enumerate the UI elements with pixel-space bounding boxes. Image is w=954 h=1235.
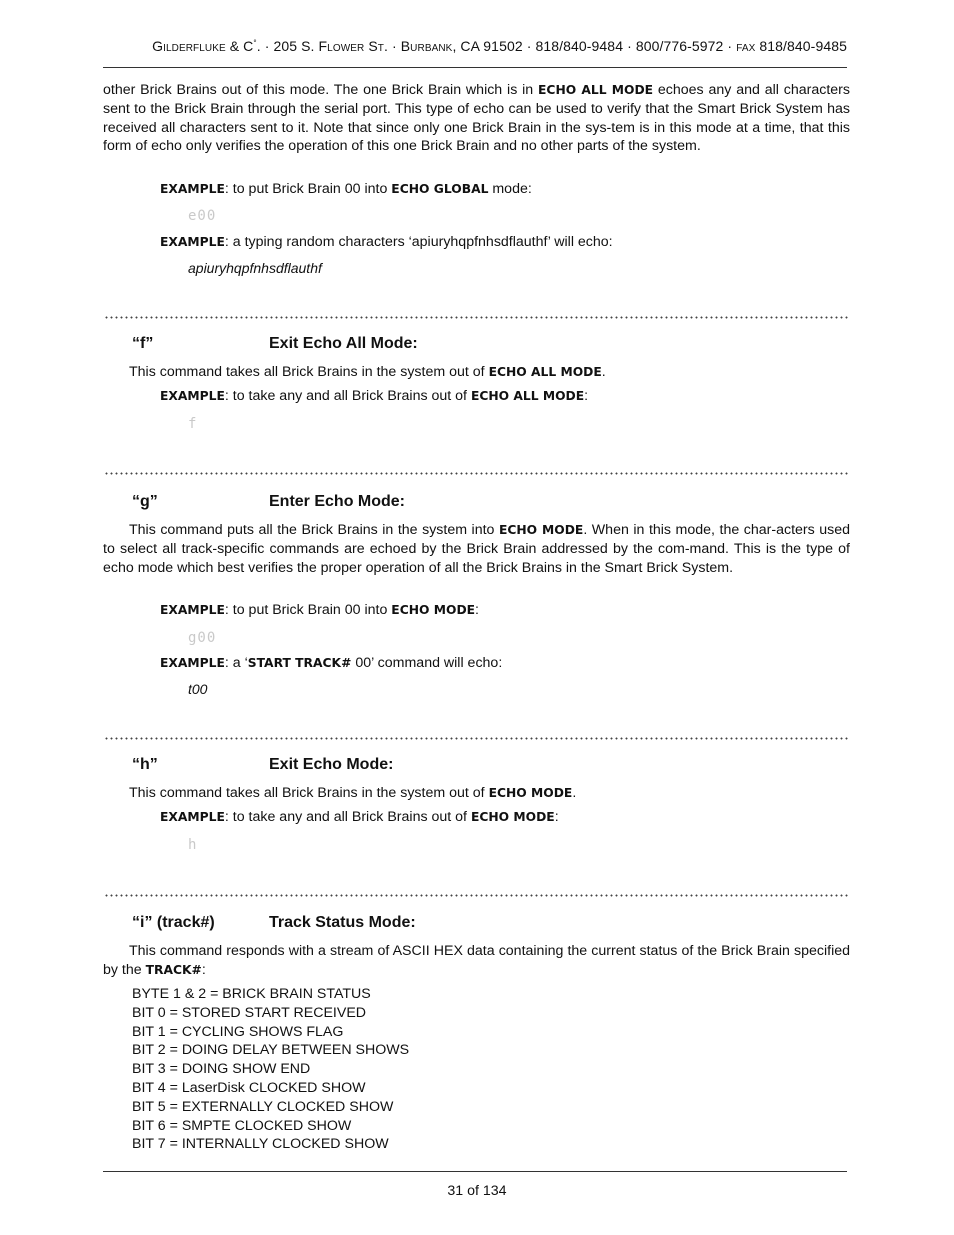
list-item: BIT 3 = DOING SHOW END	[132, 1061, 311, 1078]
list-item: BIT 1 = CYCLING SHOWS FLAG	[132, 1023, 344, 1040]
example-text: : a ‘	[224, 655, 248, 671]
header-fax-number: 818/840-9485	[755, 38, 847, 54]
description-text: This command takes all Brick Brains in the system out of	[129, 364, 489, 380]
command-example-h	[160, 809, 559, 825]
description-mode-term: ECHO MODE	[498, 523, 584, 537]
page-footer	[0, 1183, 954, 1199]
command-description-i	[103, 942, 850, 980]
header-st-rest: T	[377, 43, 384, 54]
example-mode-term: ECHO MODE	[391, 603, 476, 617]
example-label: EXAMPLE	[160, 656, 225, 670]
header-address-number: . · 205 S.	[256, 38, 319, 54]
example-text-end: :	[584, 388, 589, 404]
description-mode-term: ECHO MODE	[488, 786, 573, 800]
description-end: .	[572, 785, 577, 801]
intro-text: other Brick Brains out of this mode. The one Brick Brain which is in	[103, 82, 539, 98]
command-description-g	[103, 521, 850, 577]
section-divider-dots	[104, 894, 848, 897]
list-item: BIT 2 = DOING DELAY BETWEEN SHOWS	[132, 1042, 410, 1059]
example-text-end: :	[475, 602, 479, 618]
command-example-g-1	[160, 602, 479, 618]
header-st-initial: S	[364, 38, 378, 54]
list-item: BIT 0 = STORED START RECEIVED	[132, 1004, 367, 1021]
section-divider-dots	[104, 472, 848, 475]
example-command-term: START TRACK#	[247, 656, 352, 670]
command-key-f: “f”	[132, 335, 154, 352]
example-code: f	[188, 416, 198, 432]
command-title-i: Track Status Mode:	[269, 914, 416, 931]
page-number: 31 of 134	[447, 1183, 507, 1199]
description-text: This command puts all the Brick Brains in the system into	[129, 522, 499, 538]
header-phone-numbers: , CA 91502 · 818/840-9484 · 800/776-5972 ·	[452, 38, 737, 54]
example-mode-term: ECHO ALL MODE	[470, 389, 585, 403]
example-label: EXAMPLE	[160, 182, 225, 196]
command-key-i: “i” (track#)	[132, 914, 215, 931]
list-item: BIT 6 = SMPTE CLOCKED SHOW	[132, 1117, 352, 1134]
example-text-end: 00’ command will echo:	[351, 655, 503, 671]
intro-example-1	[160, 181, 532, 197]
header-city-name: URBANK	[410, 43, 453, 54]
example-text: : to put Brick Brain 00 into	[224, 181, 392, 197]
header-degree-mark: °	[253, 38, 257, 48]
example-label: EXAMPLE	[160, 389, 225, 403]
list-item: BIT 4 = LaserDisk CLOCKED SHOW	[132, 1079, 366, 1096]
header-street-name: LOWER	[327, 43, 365, 54]
command-example-g-2	[160, 655, 502, 671]
list-item: BIT 5 = EXTERNALLY CLOCKED SHOW	[132, 1098, 394, 1115]
description-track-term: TRACK#	[145, 962, 202, 977]
command-example-f	[160, 388, 588, 404]
header-company-initial: G	[152, 38, 164, 54]
example-text: : to take any and all Brick Brains out of	[224, 388, 471, 404]
header-street-initial: F	[318, 38, 328, 54]
intro-paragraph	[103, 81, 850, 156]
header-fax-label: FAX	[736, 43, 756, 54]
description-end: :	[201, 961, 206, 978]
page-header	[152, 38, 847, 54]
command-description-f	[129, 364, 606, 380]
example-echo-output: apiuryhqpfnhsdflauthf	[188, 260, 322, 276]
description-mode-term: ECHO ALL MODE	[488, 365, 602, 379]
header-company-suffix: & C	[225, 38, 254, 54]
footer-rule	[103, 1171, 847, 1172]
list-item: BIT 7 = INTERNALLY CLOCKED SHOW	[132, 1136, 389, 1153]
intro-mode-term: ECHO ALL MODE	[538, 83, 654, 97]
example-echo-output: t00	[188, 681, 208, 697]
header-rule	[103, 67, 847, 68]
command-description-h	[129, 785, 576, 801]
list-item: BYTE 1 & 2 = BRICK BRAIN STATUS	[132, 986, 371, 1002]
command-key-g: “g”	[132, 493, 158, 510]
example-code: g00	[188, 630, 217, 646]
description-end: .	[601, 364, 606, 380]
example-mode-term: ECHO GLOBAL	[391, 182, 489, 196]
description-text-rest: . When in this mode, the char-acters used to select all track-specific commands are echoed by the Brick Brain addressed by the com-mand. This is the type of echo mode which best verifies the proper operation of all the Brick Brains in the Smart Brick System.	[103, 522, 851, 576]
section-divider-dots	[104, 316, 848, 319]
example-label: EXAMPLE	[160, 603, 225, 617]
intro-example-2	[160, 234, 613, 250]
command-title-f: Exit Echo All Mode:	[269, 335, 418, 352]
command-title-h: Exit Echo Mode:	[269, 756, 394, 773]
example-text: : to take any and all Brick Brains out of	[224, 809, 471, 825]
header-company-name: ILDERFLUKE	[163, 43, 226, 54]
example-label: EXAMPLE	[160, 810, 225, 824]
command-title-g: Enter Echo Mode:	[269, 493, 406, 510]
example-code: h	[188, 837, 198, 853]
example-mode-term: ECHO MODE	[470, 810, 555, 824]
example-code: e00	[188, 208, 217, 224]
example-text: : to put Brick Brain 00 into	[224, 602, 392, 618]
description-text: This command responds with a stream of ASCII HEX data containing the current status of the Brick Brain specified by the	[103, 943, 850, 978]
example-text: : a typing random characters ‘apiuryhqpfnhsdflauthf’ will echo:	[224, 234, 613, 250]
section-divider-dots	[104, 737, 848, 740]
command-key-h: “h”	[132, 756, 158, 773]
intro-text-rest: echoes any and all characters sent to the Brick Brain through the serial port. This type of echo can be used to verify that the Smart Brick System has received all characters sent to it. Note that since only one Brick Brain in the sys-tem is in this mode at a time, that this form of echo only verifies the operation of this one Brick Brain and no other parts of the system.	[103, 82, 851, 155]
description-text: This command takes all Brick Brains in the system out of	[129, 785, 489, 801]
example-label: EXAMPLE	[160, 235, 225, 249]
example-text-end: mode:	[488, 181, 532, 197]
header-city-initial: . · B	[384, 38, 411, 54]
example-text-end: :	[554, 809, 559, 825]
status-bit-list	[132, 985, 409, 1154]
